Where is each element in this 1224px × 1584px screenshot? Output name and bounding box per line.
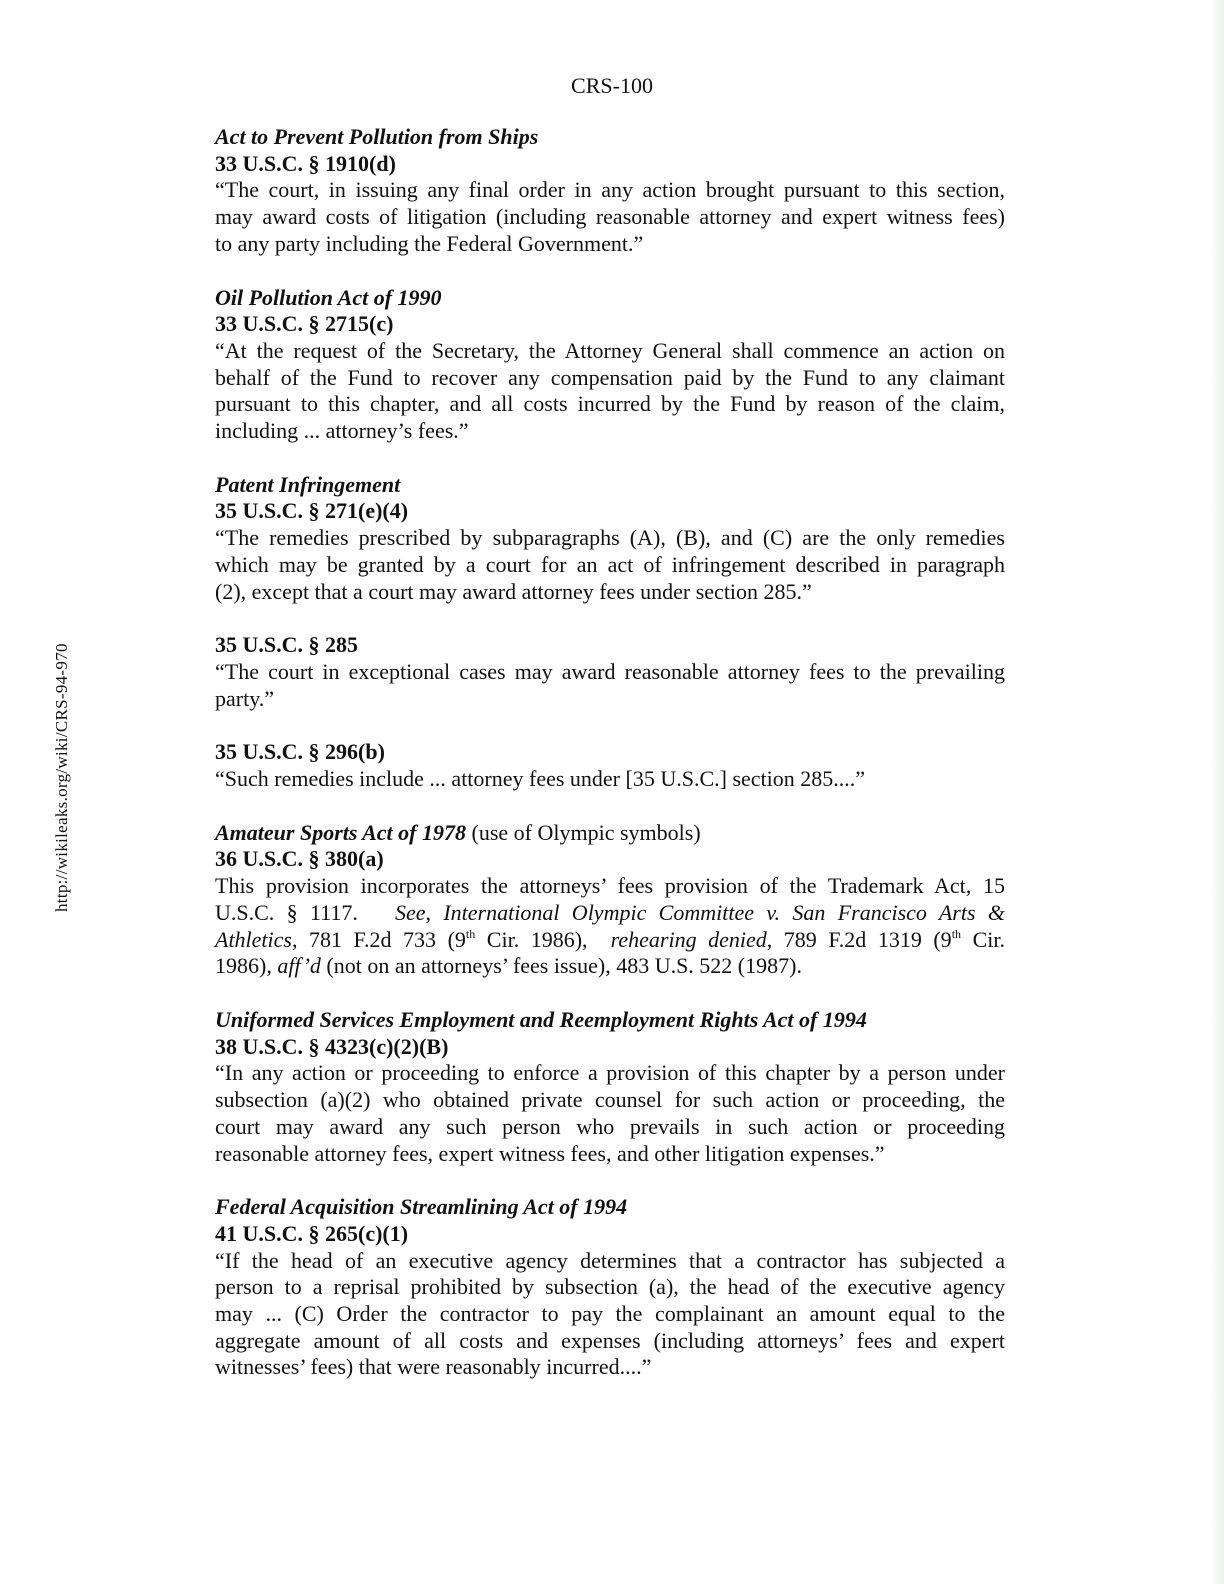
subsequent-history: aff’d [277,953,321,979]
case-name: International Olympic Committee v. San Francisco Arts & [443,899,1006,925]
case-name: Athletics [215,926,292,952]
body-text: , 789 F.2d 1319 (9 [766,926,952,952]
statute-entry [215,632,1005,712]
quote-line: court may award any such person who prevails in such action or proceeding [215,1113,1005,1139]
statute-entry [215,739,1005,792]
act-title: Oil Pollution Act of 1990 [215,284,442,310]
body-text: 1986), [215,953,278,979]
quote-line: “The court in exceptional cases may award reasonable attorney fees to the prevailing [215,658,1005,684]
statute-entry [215,1194,1005,1381]
quote-line: “At the request of the Secretary, the Attorney General shall commence an action on [215,337,1005,363]
ordinal-suffix: th [465,926,476,941]
act-title: Patent Infringement [215,471,401,497]
body-line [215,927,1005,954]
body-line [215,900,1005,927]
statute-citation: 33 U.S.C. § 1910(d) [215,150,396,176]
act-title: Federal Acquisition Streamlining Act of 1994 [215,1194,628,1220]
quote-line: pursuant to this chapter, and all costs incurred by the Fund by reason of the claim, [215,391,1005,417]
page-edge-shading [1210,0,1224,1584]
statute-citation: 38 U.S.C. § 4323(c)(2)(B) [215,1033,449,1059]
quote-line: witnesses’ fees) that were reasonably incurred....” [215,1354,652,1380]
quote-line: which may be granted by a court for an act of infringement described in paragraph [215,551,1005,577]
quote-line: to any party including the Federal Government.” [215,230,644,256]
document-body [215,124,1005,1408]
body-line [215,953,1005,980]
statute-citation: 35 U.S.C. § 285 [215,632,359,658]
quote-line: person to a reprisal prohibited by subsection (a), the head of the executive agency [215,1274,1005,1300]
body-text: (not on an attorneys’ fees issue), 483 U.S. 522 (1987). [320,953,802,979]
page-number-header: CRS-100 [571,73,653,98]
quote-line: including ... attorney’s fees.” [215,418,469,444]
quote-line: “The court, in issuing any final order in any action brought pursuant to this section, [215,177,1005,203]
statute-citation: 35 U.S.C. § 296(b) [215,739,385,765]
body-text: Cir. 1986), [475,926,611,952]
statute-entry [215,285,1005,445]
statute-citation: 36 U.S.C. § 380(a) [215,846,384,872]
signal-see: See [394,899,426,925]
quote-line: “The remedies prescribed by subparagraphs (A), (B), and (C) are the only remedies [215,525,1005,551]
statute-citation: 35 U.S.C. § 271(e)(4) [215,498,409,524]
statute-entry [215,1007,1005,1167]
statute-citation: 41 U.S.C. § 265(c)(1) [215,1220,409,1246]
statute-entry [215,820,1005,980]
act-title: Uniformed Services Employment and Reemployment Rights Act of 1994 [215,1006,867,1032]
quote-line: party.” [215,685,275,711]
quote-line: aggregate amount of all costs and expenses (including attorneys’ fees and expert [215,1327,1005,1353]
quote-line: subsection (a)(2) who obtained private counsel for such action or proceeding, the [215,1087,1005,1113]
body-text: , [425,899,444,925]
quote-line: behalf of the Fund to recover any compensation paid by the Fund to any claimant [215,364,1005,390]
quote-line: reasonable attorney fees, expert witness fees, and other litigation expenses.” [215,1140,885,1166]
subsequent-history: rehearing denied [610,926,767,952]
body-text: Cir. [961,926,1005,952]
quote-line: may ... (C) Order the contractor to pay the complainant an amount equal to the [215,1301,1005,1327]
act-title-line [215,820,1005,847]
act-title-note: (use of Olympic symbols) [466,819,701,845]
quote-line: (2), except that a court may award attorney fees under section 285.” [215,578,812,604]
body-line: This provision incorporates the attorneys’ fees provision of the Trademark Act, 15 [215,873,1005,899]
body-text: , 781 F.2d 733 (9 [291,926,466,952]
statute-entry [215,472,1005,606]
body-text: U.S.C. § 1117. [215,899,395,925]
statute-entry [215,124,1005,258]
quote-line: “Such remedies include ... attorney fees under [35 U.S.C.] section 285....” [215,766,866,792]
act-title: Amateur Sports Act of 1978 [215,819,466,845]
quote-line: may award costs of litigation (including reasonable attorney and expert witness fees) [215,204,1005,230]
statute-citation: 33 U.S.C. § 2715(c) [215,311,394,337]
act-title: Act to Prevent Pollution from Ships [215,124,539,149]
margin-url-watermark: http://wikileaks.org/wiki/CRS-94-970 [52,643,71,912]
quote-line: “In any action or proceeding to enforce a provision of this chapter by a person under [215,1060,1005,1086]
quote-line: “If the head of an executive agency determines that a contractor has subjected a [215,1247,1005,1273]
ordinal-suffix: th [951,926,962,941]
